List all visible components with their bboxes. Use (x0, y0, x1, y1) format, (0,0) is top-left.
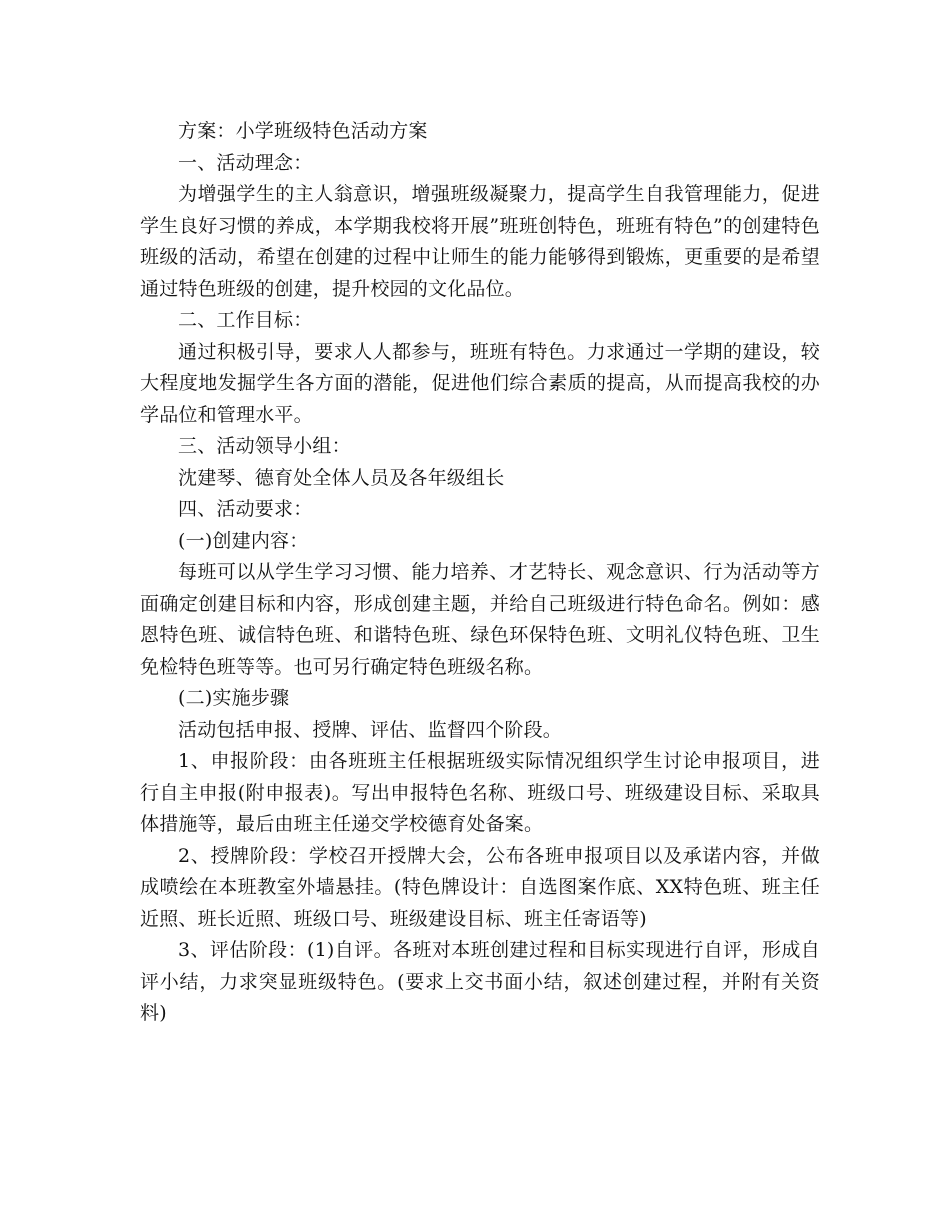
section-heading-goals: 二、工作目标： (178, 309, 313, 331)
section-heading-leadership: 三、活动领导小组： (178, 435, 351, 457)
paragraph-content: 每班可以从学生学习习惯、能力培养、才艺特长、观念意识、行为活动等方面确定创建目标和内容，形成创建主题，并给自己班级进行特色命名。例如：感恩特色班、诚信特色班、和谐特色班、绿色环保特色班、文明礼仪特色班、卫生免检特色班等等。也可另行确定特色班级名称。 (140, 561, 820, 678)
section-heading-concept: 一、活动理念： (178, 151, 313, 174)
paragraph-stage-award: 2、授牌阶段：学校召开授牌大会，公布各班申报项目以及承诺内容，并做成喷绘在本班教室外墙悬挂。(特色牌设计：自选图案作底、XX特色班、班主任近照、班长近照、班级口号、班级建设目标、班主任寄语等) (140, 844, 820, 930)
paragraph-concept: 为增强学生的主人翁意识，增强班级凝聚力，提高学生自我管理能力，促进学生良好习惯的养成，本学期我校将开展”班班创特色，班班有特色”的创建特色班级的活动，希望在创建的过程中让师生的能力能够得到锻炼，更重要的是希望通过特色班级的创建，提升校园的文化品位。 (140, 183, 820, 300)
paragraph-leadership: 沈建琴、德育处全体人员及各年级组长 (178, 466, 505, 489)
section-heading-requirements: 四、活动要求： (178, 498, 313, 520)
paragraph-stages-overview: 活动包括申报、授牌、评估、监督四个阶段。 (178, 718, 563, 741)
paragraph-stage-evaluation: 3、评估阶段：(1)自评。各班对本班创建过程和目标实现进行自评，形成自评小结，力求突显班级特色。(要求上交书面小结，叙述创建过程，并附有关资料) (140, 939, 820, 1024)
paragraph-stage-application: 1、申报阶段：由各班班主任根据班级实际情况组织学生讨论申报项目，进行自主申报(附申报表)。写出申报特色名称、班级口号、班级建设目标、采取具体措施等，最后由班主任递交学校德育处备案。 (140, 750, 820, 835)
subsection-heading-steps: (二)实施步骤 (178, 687, 290, 709)
document-body (140, 116, 820, 1030)
paragraph-goals: 通过积极引导，要求人人都参与，班班有特色。力求通过一学期的建设，较大程度地发掘学生各方面的潜能，促进他们综合素质的提高，从而提高我校的办学品位和管理水平。 (140, 340, 820, 426)
subsection-heading-content: (一)创建内容： (178, 529, 309, 552)
document-title: 方案：小学班级特色活动方案 (178, 120, 428, 142)
